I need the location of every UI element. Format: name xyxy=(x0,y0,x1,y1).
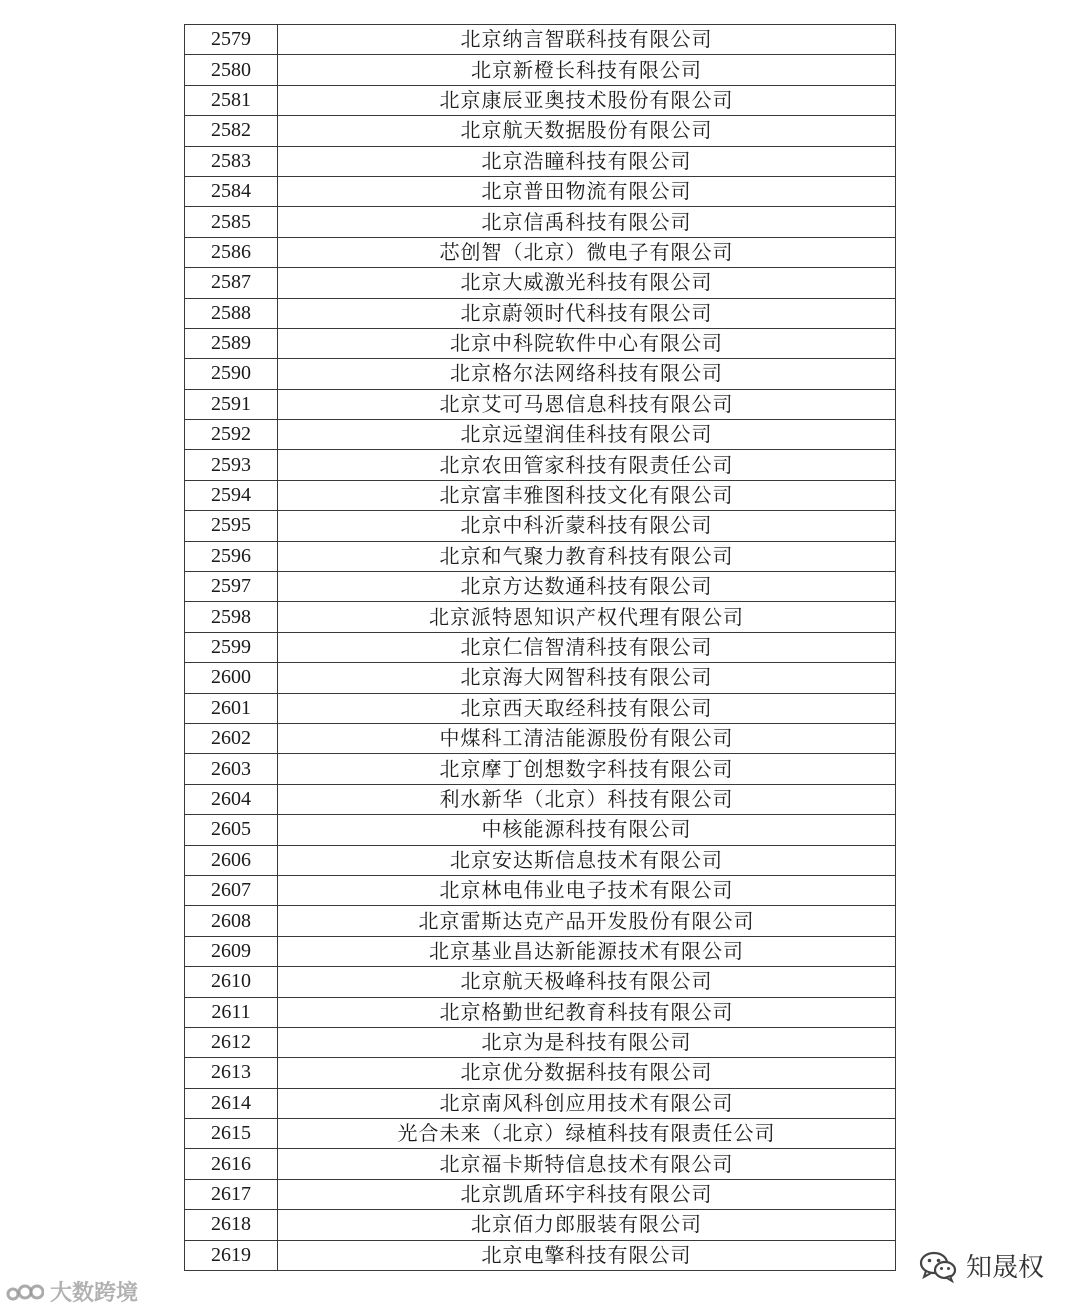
row-number: 2606 xyxy=(185,845,278,875)
row-number: 2587 xyxy=(185,268,278,298)
row-number: 2610 xyxy=(185,967,278,997)
table-row xyxy=(185,602,896,632)
table-row xyxy=(185,207,896,237)
table-row xyxy=(185,85,896,115)
company-name: 北京优分数据科技有限公司 xyxy=(278,1058,896,1088)
company-name: 北京雷斯达克产品开发股份有限公司 xyxy=(278,906,896,936)
company-name: 芯创智（北京）微电子有限公司 xyxy=(278,237,896,267)
wechat-icon xyxy=(918,1249,958,1283)
company-name: 利水新华（北京）科技有限公司 xyxy=(278,784,896,814)
company-name: 北京蔚领时代科技有限公司 xyxy=(278,298,896,328)
company-name: 北京林电伟业电子技术有限公司 xyxy=(278,875,896,905)
row-number: 2588 xyxy=(185,298,278,328)
company-name: 北京富丰雅图科技文化有限公司 xyxy=(278,480,896,510)
row-number: 2598 xyxy=(185,602,278,632)
watermark-right-text: 知晟权 xyxy=(966,1253,1045,1283)
row-number: 2599 xyxy=(185,632,278,662)
company-name: 北京农田管家科技有限责任公司 xyxy=(278,450,896,480)
row-number: 2580 xyxy=(185,55,278,85)
table-row xyxy=(185,541,896,571)
company-name: 北京格尔法网络科技有限公司 xyxy=(278,359,896,389)
row-number: 2615 xyxy=(185,1119,278,1149)
table-row xyxy=(185,268,896,298)
table-row xyxy=(185,663,896,693)
row-number: 2593 xyxy=(185,450,278,480)
row-number: 2584 xyxy=(185,176,278,206)
table-row xyxy=(185,55,896,85)
table-row xyxy=(185,754,896,784)
company-name: 北京康辰亚奥技术股份有限公司 xyxy=(278,85,896,115)
company-list-sheet xyxy=(184,24,896,1271)
company-name: 中核能源科技有限公司 xyxy=(278,815,896,845)
table-row xyxy=(185,25,896,55)
company-name: 北京南风科创应用技术有限公司 xyxy=(278,1088,896,1118)
row-number: 2619 xyxy=(185,1240,278,1270)
table-row xyxy=(185,450,896,480)
table-row xyxy=(185,359,896,389)
table-row xyxy=(185,1027,896,1057)
table-row xyxy=(185,1210,896,1240)
company-name: 北京航天数据股份有限公司 xyxy=(278,116,896,146)
company-name: 北京浩瞳科技有限公司 xyxy=(278,146,896,176)
row-number: 2591 xyxy=(185,389,278,419)
company-name: 北京中科院软件中心有限公司 xyxy=(278,328,896,358)
company-name: 北京凯盾环宇科技有限公司 xyxy=(278,1179,896,1209)
row-number: 2616 xyxy=(185,1149,278,1179)
row-number: 2617 xyxy=(185,1179,278,1209)
company-name: 北京派特恩知识产权代理有限公司 xyxy=(278,602,896,632)
row-number: 2611 xyxy=(185,997,278,1027)
company-name: 北京电擎科技有限公司 xyxy=(278,1240,896,1270)
row-number: 2589 xyxy=(185,328,278,358)
row-number: 2590 xyxy=(185,359,278,389)
company-name: 北京中科沂蒙科技有限公司 xyxy=(278,511,896,541)
company-name: 北京大威激光科技有限公司 xyxy=(278,268,896,298)
company-name: 北京普田物流有限公司 xyxy=(278,176,896,206)
company-name: 北京摩丁创想数字科技有限公司 xyxy=(278,754,896,784)
table-row xyxy=(185,632,896,662)
company-name: 北京格勤世纪教育科技有限公司 xyxy=(278,997,896,1027)
row-number: 2607 xyxy=(185,875,278,905)
watermark-right xyxy=(918,1247,1044,1284)
row-number: 2594 xyxy=(185,480,278,510)
company-name: 北京佰力郎服装有限公司 xyxy=(278,1210,896,1240)
row-number: 2586 xyxy=(185,237,278,267)
table-row xyxy=(185,480,896,510)
row-number: 2609 xyxy=(185,936,278,966)
company-name: 北京方达数通科技有限公司 xyxy=(278,572,896,602)
table-row xyxy=(185,298,896,328)
row-number: 2582 xyxy=(185,116,278,146)
table-row xyxy=(185,511,896,541)
row-number: 2581 xyxy=(185,85,278,115)
table-row xyxy=(185,146,896,176)
row-number: 2600 xyxy=(185,663,278,693)
row-number: 2601 xyxy=(185,693,278,723)
watermark-left xyxy=(6,1276,138,1307)
company-name: 北京安达斯信息技术有限公司 xyxy=(278,845,896,875)
table-row xyxy=(185,1088,896,1118)
company-name: 北京仁信智清科技有限公司 xyxy=(278,632,896,662)
row-number: 2608 xyxy=(185,906,278,936)
company-name: 北京和气聚力教育科技有限公司 xyxy=(278,541,896,571)
row-number: 2583 xyxy=(185,146,278,176)
row-number: 2595 xyxy=(185,511,278,541)
row-number: 2602 xyxy=(185,723,278,753)
row-number: 2605 xyxy=(185,815,278,845)
table-row xyxy=(185,572,896,602)
watermark-left-text: 大数跨境 xyxy=(50,1281,139,1306)
table-row xyxy=(185,116,896,146)
table-row xyxy=(185,936,896,966)
row-number: 2585 xyxy=(185,207,278,237)
company-name: 北京航天极峰科技有限公司 xyxy=(278,967,896,997)
company-table xyxy=(184,24,896,1271)
table-row xyxy=(185,906,896,936)
row-number: 2618 xyxy=(185,1210,278,1240)
table-row xyxy=(185,723,896,753)
table-row xyxy=(185,389,896,419)
company-name: 北京基业昌达新能源技术有限公司 xyxy=(278,936,896,966)
table-row xyxy=(185,1058,896,1088)
row-number: 2612 xyxy=(185,1027,278,1057)
company-name: 北京艾可马恩信息科技有限公司 xyxy=(278,389,896,419)
row-number: 2604 xyxy=(185,784,278,814)
table-row xyxy=(185,693,896,723)
table-row xyxy=(185,1240,896,1270)
table-row xyxy=(185,997,896,1027)
table-row xyxy=(185,784,896,814)
company-name: 北京福卡斯特信息技术有限公司 xyxy=(278,1149,896,1179)
table-row xyxy=(185,1149,896,1179)
row-number: 2579 xyxy=(185,25,278,55)
table-body xyxy=(185,25,896,1271)
table-row xyxy=(185,875,896,905)
row-number: 2603 xyxy=(185,754,278,784)
table-row xyxy=(185,1179,896,1209)
table-row xyxy=(185,237,896,267)
company-name: 中煤科工清洁能源股份有限公司 xyxy=(278,723,896,753)
company-name: 北京新橙长科技有限公司 xyxy=(278,55,896,85)
row-number: 2592 xyxy=(185,420,278,450)
table-row xyxy=(185,420,896,450)
company-name: 北京西天取经科技有限公司 xyxy=(278,693,896,723)
logo-icon xyxy=(6,1279,44,1305)
table-row xyxy=(185,815,896,845)
table-row xyxy=(185,967,896,997)
company-name: 北京纳言智联科技有限公司 xyxy=(278,25,896,55)
company-name: 光合未来（北京）绿植科技有限责任公司 xyxy=(278,1119,896,1149)
row-number: 2596 xyxy=(185,541,278,571)
table-row xyxy=(185,1119,896,1149)
table-row xyxy=(185,328,896,358)
table-row xyxy=(185,845,896,875)
company-name: 北京远望润佳科技有限公司 xyxy=(278,420,896,450)
company-name: 北京海大网智科技有限公司 xyxy=(278,663,896,693)
row-number: 2614 xyxy=(185,1088,278,1118)
table-row xyxy=(185,176,896,206)
row-number: 2597 xyxy=(185,572,278,602)
company-name: 北京信禹科技有限公司 xyxy=(278,207,896,237)
row-number: 2613 xyxy=(185,1058,278,1088)
company-name: 北京为是科技有限公司 xyxy=(278,1027,896,1057)
